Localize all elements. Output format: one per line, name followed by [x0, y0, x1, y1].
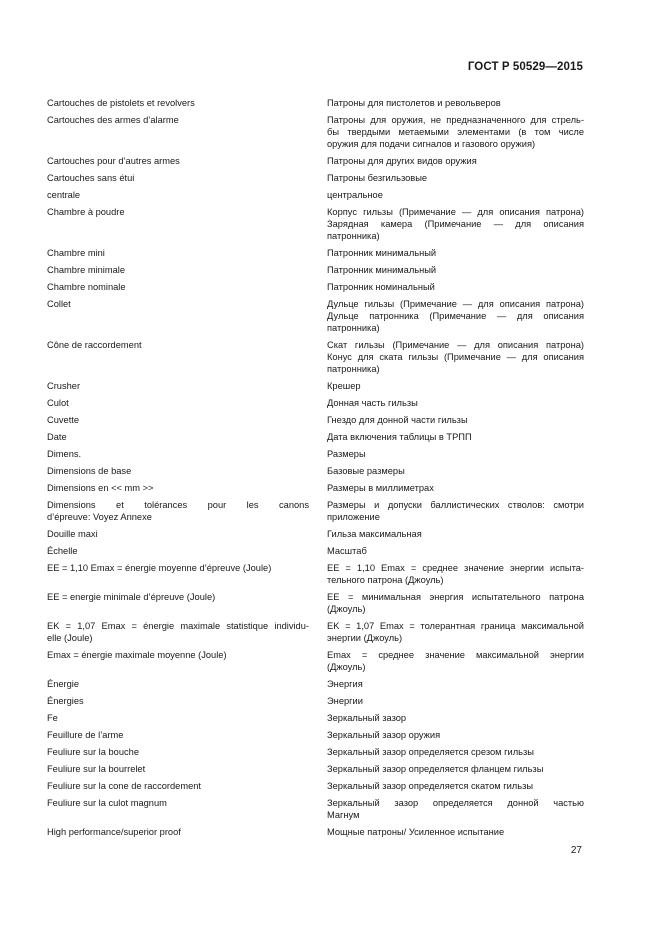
french-term: [47, 591, 327, 615]
french-term-line: Cartouches sans étui: [47, 173, 135, 183]
glossary-row: [47, 695, 584, 712]
russian-term: [327, 206, 584, 242]
glossary-row: [47, 499, 584, 528]
russian-term-line: оружия для подачи сигналов и газового оружия): [327, 139, 536, 149]
glossary-row: [47, 397, 584, 414]
french-term: [47, 114, 327, 150]
russian-term-line: патронника): [327, 323, 380, 333]
french-term-line: elle (Joule): [47, 633, 93, 643]
glossary-row: [47, 729, 584, 746]
french-term: [47, 545, 327, 557]
french-term-line: Énergies: [47, 696, 84, 706]
french-term-line: High performance/superior proof: [47, 827, 181, 837]
french-term-line: Feuliure sur la bourrelet: [47, 764, 146, 774]
russian-term: [327, 712, 584, 724]
russian-term-line: Зеркальный зазор определяется срезом гильзы: [327, 747, 534, 757]
russian-term-line: Патроны для оружия, не предназначенного для стрель-: [327, 115, 584, 125]
russian-term-line: тельного патрона (Джоуль): [327, 575, 444, 585]
glossary-row: [47, 797, 584, 826]
russian-term-line: Конус для ската гильзы (Примечание — для описания: [327, 352, 584, 362]
russian-term: [327, 298, 584, 334]
russian-term: [327, 797, 584, 821]
french-term-line: EE = 1,10 Emax = énergie moyenne d’épreuve (Joule): [47, 563, 272, 573]
russian-term-line: патронника): [327, 231, 380, 241]
russian-term: [327, 620, 584, 644]
russian-term: [327, 172, 584, 184]
russian-term-line: Крешер: [327, 381, 361, 391]
russian-term: [327, 339, 584, 375]
glossary-row: [47, 189, 584, 206]
russian-term: [327, 380, 584, 392]
french-term: [47, 780, 327, 792]
glossary-row: [47, 678, 584, 695]
french-term-line: Chambre nominale: [47, 282, 126, 292]
glossary-row: [47, 155, 584, 172]
russian-term-line: (Джоуль): [327, 604, 366, 614]
french-term: [47, 797, 327, 821]
russian-term-line: Донная часть гильзы: [327, 398, 418, 408]
russian-term-line: Зеркальный зазор определяется донной частью: [327, 798, 584, 808]
french-term: [47, 247, 327, 259]
french-term: [47, 414, 327, 426]
french-term-line: centrale: [47, 190, 81, 200]
russian-term: [327, 281, 584, 293]
russian-term-line: Патроны для других видов оружия: [327, 156, 477, 166]
french-term: [47, 298, 327, 334]
glossary-row: [47, 649, 584, 678]
russian-term-line: центральное: [327, 190, 383, 200]
french-term: [47, 528, 327, 540]
russian-term-line: Emax = среднее значение максимальной энергии: [327, 650, 584, 660]
glossary-row: [47, 591, 584, 620]
russian-term-line: Размеры в миллиметрах: [327, 483, 434, 493]
russian-term-line: Дульце гильзы (Примечание — для описания патрона): [327, 299, 584, 309]
french-term-line: d’épreuve: Voyez Annexe: [47, 512, 152, 522]
french-term: [47, 281, 327, 293]
french-term-line: Feuliure sur la bouche: [47, 747, 139, 757]
glossary-row: [47, 528, 584, 545]
french-term-line: Date: [47, 432, 67, 442]
french-term: [47, 826, 327, 838]
russian-term: [327, 649, 584, 673]
glossary-row: [47, 465, 584, 482]
russian-term: [327, 729, 584, 741]
french-term: [47, 712, 327, 724]
french-term-line: Culot: [47, 398, 69, 408]
french-term-line: Cartouches des armes d’alarme: [47, 115, 179, 125]
russian-term: [327, 465, 584, 477]
russian-term: [327, 155, 584, 167]
standard-designation: ГОСТ Р 50529—2015: [467, 61, 583, 73]
glossary-row: [47, 247, 584, 264]
russian-term-line: Корпус гильзы (Примечание — для описания патрона): [327, 207, 584, 217]
glossary-row: [47, 339, 584, 380]
french-term-line: EK = 1,07 Emax = énergie maximale statistique individu-: [47, 621, 309, 631]
glossary-row: [47, 482, 584, 499]
french-term-line: Dimens.: [47, 449, 82, 459]
russian-term-line: Гильза максимальная: [327, 529, 422, 539]
russian-term: [327, 189, 584, 201]
french-term-line: Feuliure sur la culot magnum: [47, 798, 167, 808]
russian-term: [327, 591, 584, 615]
french-term: [47, 339, 327, 375]
russian-term: [327, 528, 584, 540]
glossary-row: [47, 206, 584, 247]
french-term: [47, 729, 327, 741]
french-term: [47, 206, 327, 242]
french-term-line: Douille maxi: [47, 529, 98, 539]
russian-term: [327, 482, 584, 494]
french-term-line: Dimensions et tolérances pour les canons: [47, 500, 309, 510]
russian-term-line: Энергии: [327, 696, 363, 706]
russian-term-line: энергии (Джоуль): [327, 633, 403, 643]
russian-term-line: Патроны для пистолетов и револьверов: [327, 98, 501, 108]
russian-term-line: Зеркальный зазор: [327, 713, 407, 723]
french-term-line: Cartouches de pistolets et revolvers: [47, 98, 195, 108]
russian-term-line: Размеры и допуски баллистических стволов: смотри: [327, 500, 584, 510]
glossary-row: [47, 114, 584, 155]
french-term: [47, 499, 327, 523]
french-term: [47, 649, 327, 673]
russian-term-line: Зарядная камера (Примечание — для описания: [327, 219, 584, 229]
french-term-line: Emax = énergie maximale moyenne (Joule): [47, 650, 227, 660]
russian-term: [327, 247, 584, 259]
french-term-line: Feuillure de l’arme: [47, 730, 124, 740]
russian-term: [327, 826, 584, 838]
russian-term-line: Патронник номинальный: [327, 282, 435, 292]
russian-term: [327, 97, 584, 109]
russian-term: [327, 763, 584, 775]
french-term: [47, 431, 327, 443]
russian-term-line: EE = 1,10 Emax = среднее значение энергии испыта-: [327, 563, 584, 573]
french-term-line: Crusher: [47, 381, 81, 391]
russian-term-line: Дата включения таблицы в ТРПП: [327, 432, 472, 442]
russian-term: [327, 499, 584, 523]
french-term: [47, 562, 327, 586]
french-term: [47, 264, 327, 276]
russian-term-line: Зеркальный зазор определяется фланцем гильзы: [327, 764, 544, 774]
page-number: 27: [570, 845, 582, 856]
french-term: [47, 97, 327, 109]
russian-term: [327, 695, 584, 707]
french-term: [47, 448, 327, 460]
french-term-line: Échelle: [47, 546, 78, 556]
french-term: [47, 746, 327, 758]
russian-term-line: EK = 1,07 Emax = толерантная граница максимальной: [327, 621, 584, 631]
russian-term-line: Базовые размеры: [327, 466, 405, 476]
glossary-row: [47, 562, 584, 591]
glossary-row: [47, 431, 584, 448]
russian-term: [327, 414, 584, 426]
french-term: [47, 189, 327, 201]
glossary-row: [47, 620, 584, 649]
french-term-line: Fe: [47, 713, 58, 723]
french-term-line: Collet: [47, 299, 71, 309]
glossary-row: [47, 264, 584, 281]
russian-term-line: Скат гильзы (Примечание — для описания патрона): [327, 340, 584, 350]
russian-term-line: Масштаб: [327, 546, 367, 556]
french-term: [47, 763, 327, 775]
french-term-line: Cartouches pour d’autres armes: [47, 156, 180, 166]
glossary-row: [47, 780, 584, 797]
glossary-row: [47, 712, 584, 729]
french-term: [47, 172, 327, 184]
russian-term-line: Зеркальный зазор определяется скатом гильзы: [327, 781, 534, 791]
russian-term-line: EE = минимальная энергия испытательного патрона: [327, 592, 584, 602]
french-term-line: Chambre à poudre: [47, 207, 125, 217]
russian-term: [327, 264, 584, 276]
french-term: [47, 620, 327, 644]
russian-term: [327, 545, 584, 557]
glossary-row: [47, 826, 584, 843]
french-term: [47, 155, 327, 167]
glossary-table: [47, 97, 584, 843]
french-term: [47, 465, 327, 477]
russian-term-line: Патроны безгильзовые: [327, 173, 428, 183]
french-term-line: Cône de raccordement: [47, 340, 142, 350]
glossary-row: [47, 746, 584, 763]
glossary-row: [47, 281, 584, 298]
glossary-row: [47, 298, 584, 339]
glossary-row: [47, 97, 584, 114]
french-term-line: Dimensions de base: [47, 466, 132, 476]
russian-term-line: Дульце патронника (Примечание — для описания: [327, 311, 584, 321]
french-term: [47, 678, 327, 690]
russian-term: [327, 780, 584, 792]
glossary-row: [47, 172, 584, 189]
french-term: [47, 380, 327, 392]
french-term-line: Feuliure sur la cone de raccordement: [47, 781, 201, 791]
glossary-row: [47, 545, 584, 562]
russian-term-line: Энергия: [327, 679, 363, 689]
russian-term-line: (Джоуль): [327, 662, 366, 672]
french-term: [47, 695, 327, 707]
french-term-line: Dimensions en << mm >>: [47, 483, 154, 493]
french-term-line: Cuvette: [47, 415, 80, 425]
french-term-line: Énergie: [47, 679, 80, 689]
russian-term: [327, 448, 584, 460]
russian-term-line: бы твердыми метаемыми элементами (в том числе: [327, 127, 584, 137]
russian-term-line: Патронник минимальный: [327, 265, 437, 275]
russian-term-line: Гнездо для донной части гильзы: [327, 415, 468, 425]
glossary-row: [47, 380, 584, 397]
russian-term-line: Патронник минимальный: [327, 248, 437, 258]
russian-term: [327, 562, 584, 586]
russian-term: [327, 114, 584, 150]
russian-term-line: Размеры: [327, 449, 366, 459]
russian-term-line: Магнум: [327, 810, 360, 820]
russian-term: [327, 397, 584, 409]
french-term-line: Chambre minimale: [47, 265, 126, 275]
russian-term-line: патронника): [327, 364, 380, 374]
glossary-row: [47, 414, 584, 431]
russian-term-line: Мощные патроны/ Усиленное испытание: [327, 827, 505, 837]
russian-term: [327, 746, 584, 758]
russian-term: [327, 431, 584, 443]
french-term-line: Chambre mini: [47, 248, 105, 258]
glossary-row: [47, 763, 584, 780]
russian-term-line: приложение: [327, 512, 380, 522]
glossary-row: [47, 448, 584, 465]
french-term-line: EE = energie minimale d’épreuve (Joule): [47, 592, 216, 602]
russian-term: [327, 678, 584, 690]
french-term: [47, 397, 327, 409]
french-term: [47, 482, 327, 494]
russian-term-line: Зеркальный зазор оружия: [327, 730, 441, 740]
